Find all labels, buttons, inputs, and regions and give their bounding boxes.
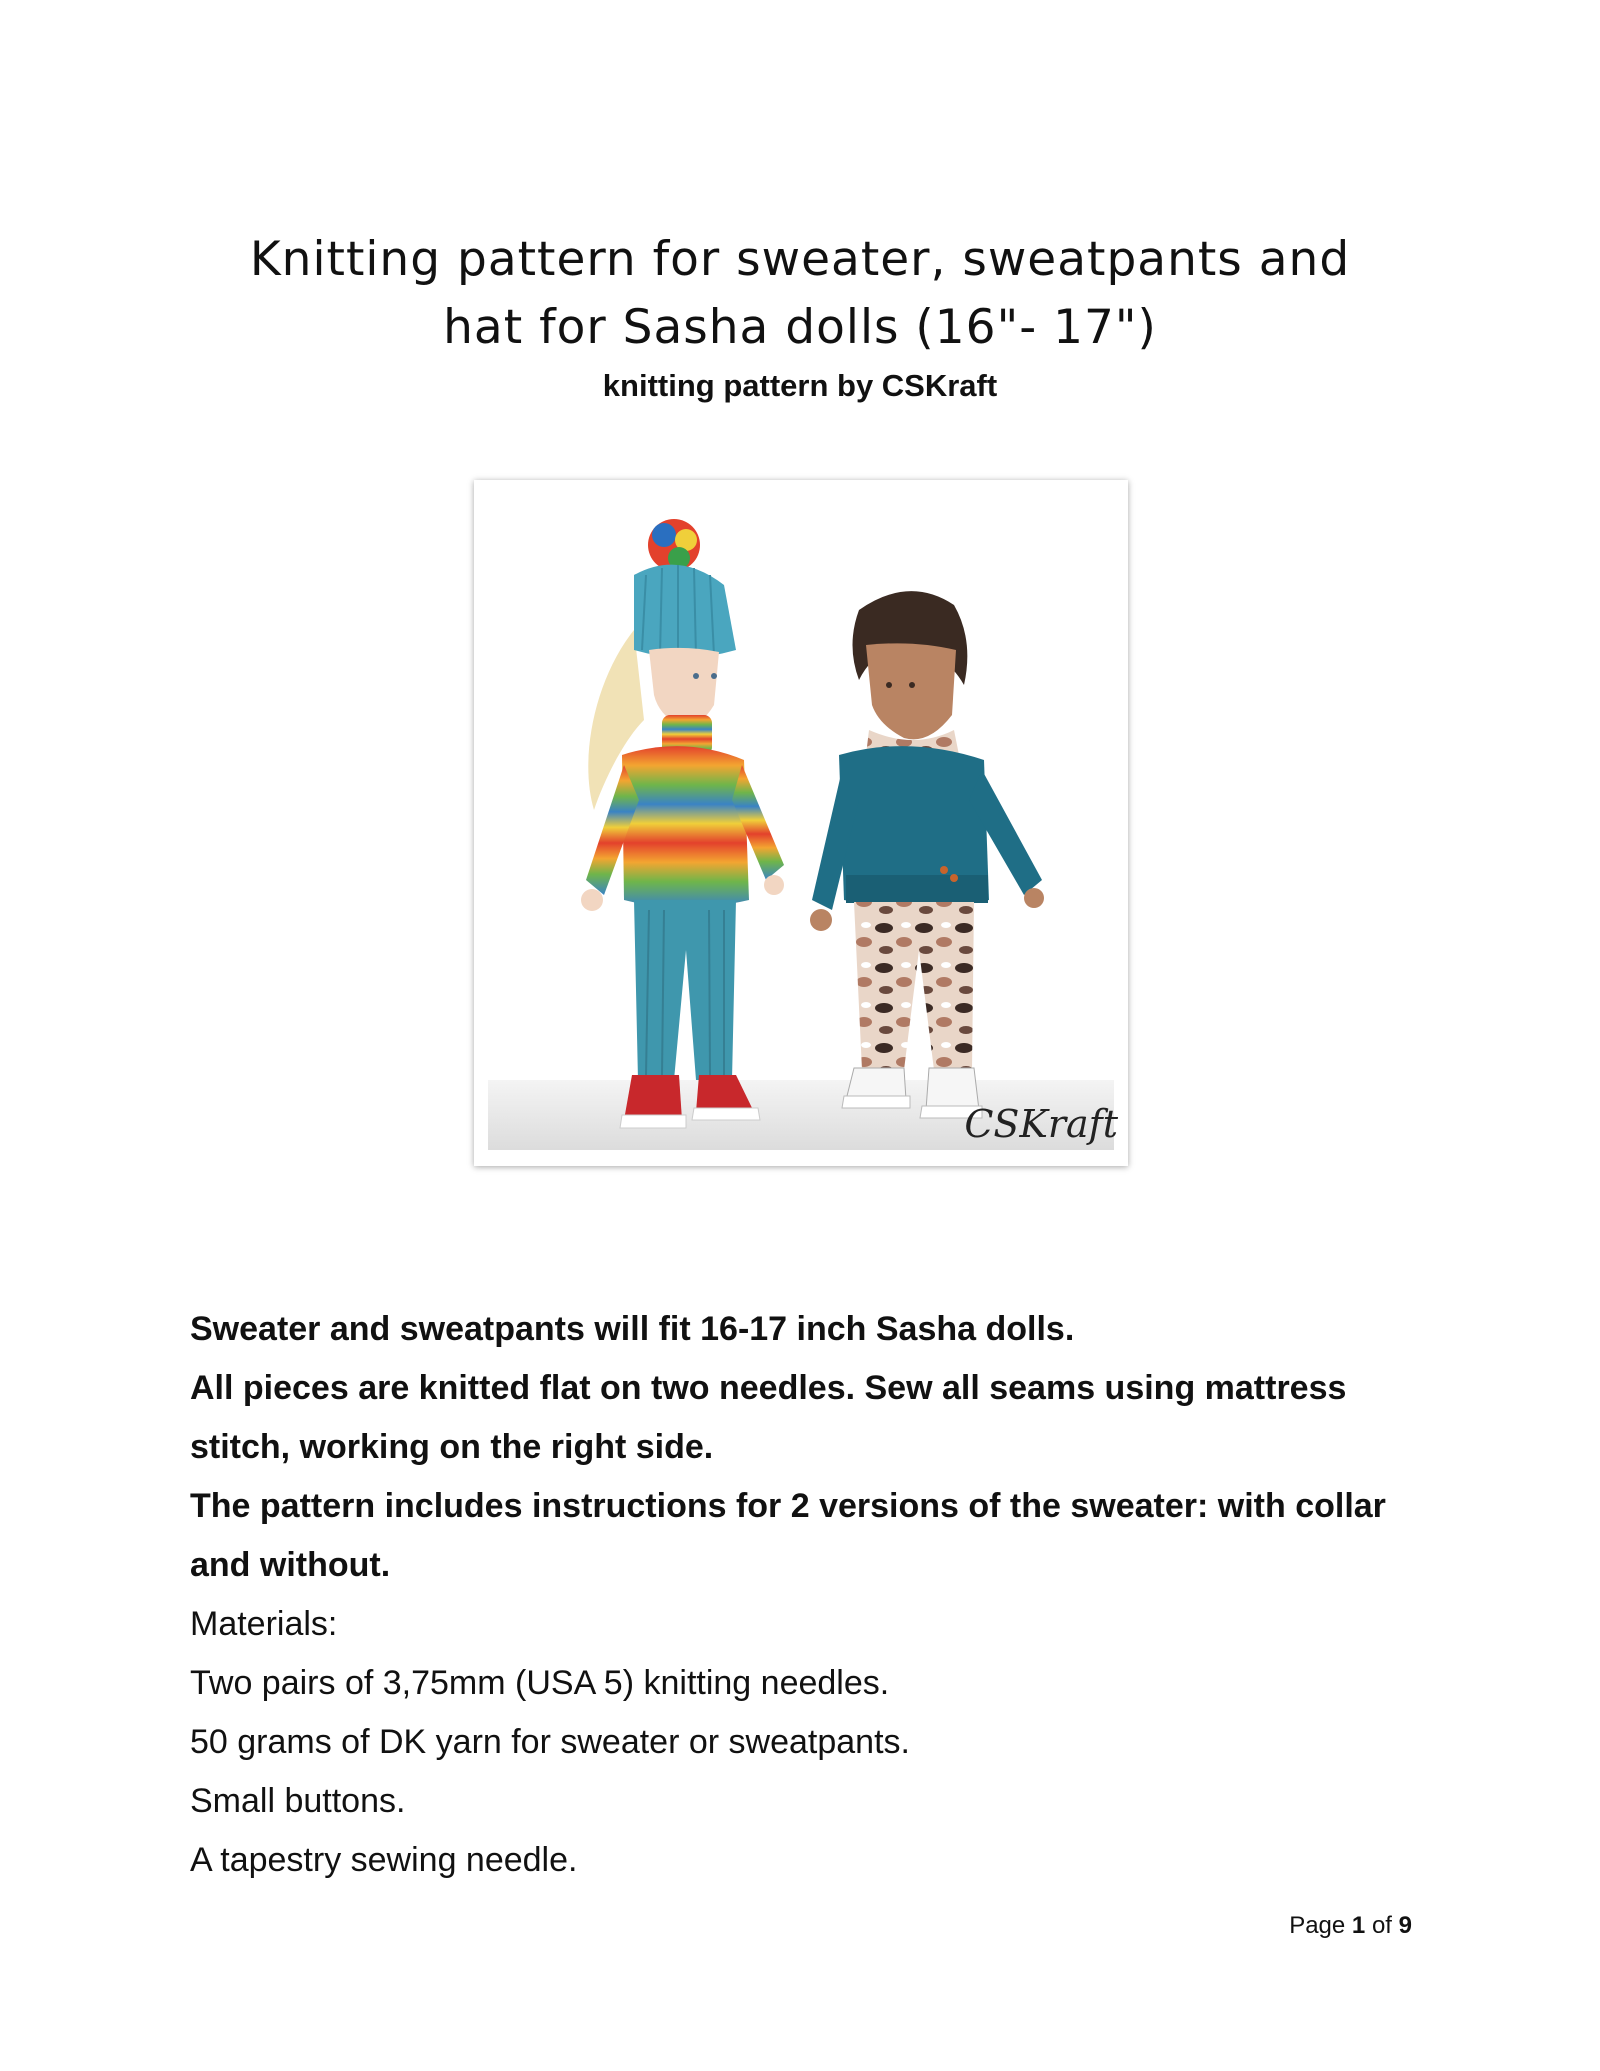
document-subtitle: knitting pattern by CSKraft (602, 368, 998, 403)
construction-paragraph: All pieces are knitted flat on two needles. Sew all seams using mattress stitch, working on the right side. (190, 1369, 1347, 1466)
page-number (1289, 1912, 1412, 1940)
dolls-illustration (474, 480, 1128, 1166)
materials-item: 50 grams of DK yarn for sweater or sweatpants. (190, 1723, 910, 1761)
pattern-description (190, 1300, 1450, 1890)
document-title (150, 226, 1450, 362)
title-line-1: Knitting pattern for sweater, sweatpants and (249, 232, 1351, 287)
of-word: of (1371, 1912, 1392, 1939)
versions-paragraph: The pattern includes instructions for 2 versions of the sweater: with collar and without. (190, 1487, 1386, 1584)
materials-item: A tapestry sewing needle. (190, 1841, 578, 1879)
watermark-signature: CSKraft (964, 1102, 1118, 1146)
materials-heading: Materials: (190, 1605, 338, 1643)
title-line-2: hat for Sasha dolls (16"- 17") (443, 300, 1157, 355)
page-word: Page (1289, 1912, 1346, 1939)
materials-item: Two pairs of 3,75mm (USA 5) knitting needles. (190, 1664, 890, 1702)
total-pages: 9 (1398, 1912, 1412, 1939)
dolls-photo (474, 480, 1128, 1166)
fit-paragraph: Sweater and sweatpants will fit 16-17 inch Sasha dolls. (190, 1310, 1075, 1348)
materials-item: Small buttons. (190, 1782, 406, 1820)
current-page: 1 (1351, 1912, 1366, 1939)
